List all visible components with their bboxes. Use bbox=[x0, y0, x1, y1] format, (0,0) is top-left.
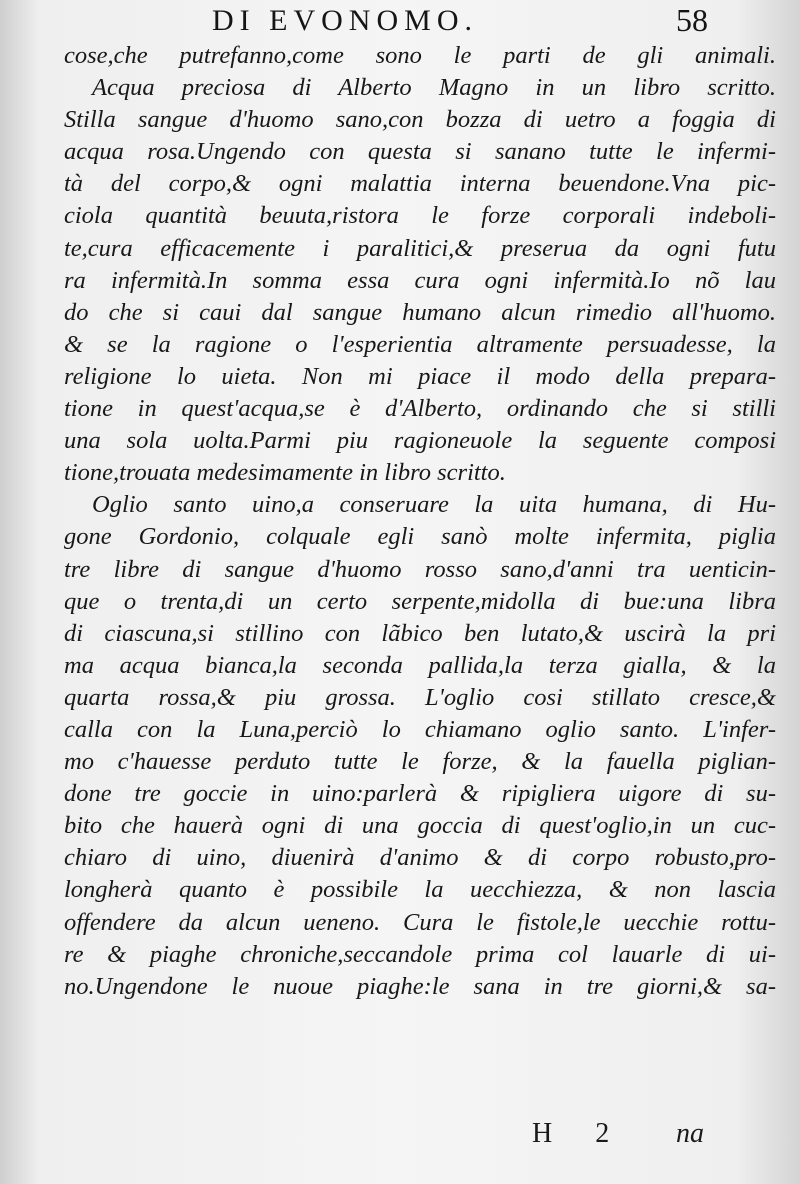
text-line: bito che hauerà ogni di una goccia di quest'oglio,in un cuc- bbox=[64, 812, 776, 840]
text-line: gone Gordonio, colquale egli sanò molte infermita, piglia bbox=[64, 523, 776, 551]
text-line: ciola quantità beuuta,ristora le forze corporali indeboli- bbox=[64, 202, 776, 230]
text-line: re & piaghe chroniche,seccandole prima col lauarle di ui- bbox=[64, 940, 776, 968]
page-number: 58 bbox=[676, 2, 708, 38]
text-line: religione lo uieta. Non mi piace il modo della prepara- bbox=[64, 362, 776, 390]
text-line: tre libre di sangue d'huomo rosso sano,d'anni tra uenticin- bbox=[64, 555, 776, 583]
catchword: na bbox=[676, 1118, 704, 1149]
text-line: Stilla sangue d'huomo sano,con bozza di uetro a foggia di bbox=[64, 106, 776, 134]
text-line: tione in quest'acqua,se è d'Alberto, ordinando che si stilli bbox=[64, 395, 776, 423]
text-line: tà del corpo,& ogni malattia interna beuendone.Vna pic- bbox=[64, 170, 776, 198]
text-line: Oglio santo uino,a conseruare la uita humana, di Hu- bbox=[92, 491, 776, 519]
text-line: no.Ungendone le nuoue piaghe:le sana in tre giorni,& sa- bbox=[64, 972, 776, 1000]
body-text bbox=[64, 40, 776, 1003]
text-line: chiaro di uino, diuenirà d'animo & di corpo robusto,pro- bbox=[64, 844, 776, 872]
signature-mark: H 2 bbox=[532, 1118, 628, 1149]
text-line: & se la ragione o l'esperientia altramente persuadesse, la bbox=[64, 330, 776, 358]
text-line: offendere da alcun ueneno. Cura le fistole,le uecchie rottu- bbox=[64, 908, 776, 936]
text-line: Acqua preciosa di Alberto Magno in un libro scritto. bbox=[92, 74, 776, 102]
text-line: longherà quanto è possibile la uecchiezza, & non lascia bbox=[64, 876, 776, 904]
running-title: DI EVONOMO. bbox=[212, 4, 478, 37]
text-line: tione,trouata medesimamente in libro scritto. bbox=[64, 459, 506, 487]
page-footer bbox=[0, 1118, 800, 1158]
text-line: ma acqua bianca,la seconda pallida,la terza gialla, & la bbox=[64, 651, 776, 679]
text-line: que o trenta,di un certo serpente,midolla di bue:una libra bbox=[64, 587, 776, 615]
text-line: acqua rosa.Ungendo con questa si sanano tutte le infermi- bbox=[64, 138, 776, 166]
text-line: calla con la Luna,perciò lo chiamano oglio santo. L'infer- bbox=[64, 715, 776, 743]
text-line: mo c'hauesse perduto tutte le forze, & la fauella piglian- bbox=[64, 748, 776, 776]
text-line: cose,che putrefanno,come sono le parti de gli animali. bbox=[64, 42, 776, 69]
text-line: do che si caui dal sangue humano alcun rimedio all'huomo. bbox=[64, 298, 776, 326]
text-line: una sola uolta.Parmi piu ragioneuole la seguente composi bbox=[64, 427, 776, 455]
text-line: ra infermità.In somma essa cura ogni infermità.Io nõ lau bbox=[64, 266, 776, 294]
text-line: te,cura efficacemente i paralitici,& preserua da ogni futu bbox=[64, 234, 776, 262]
text-line: quarta rossa,& piu grossa. L'oglio cosi stillato cresce,& bbox=[64, 683, 776, 711]
text-line: done tre goccie in uino:parlerà & ripigliera uigore di su- bbox=[64, 780, 776, 808]
text-line: di ciascuna,si stillino con lãbico ben lutato,& uscirà la pri bbox=[64, 619, 776, 647]
